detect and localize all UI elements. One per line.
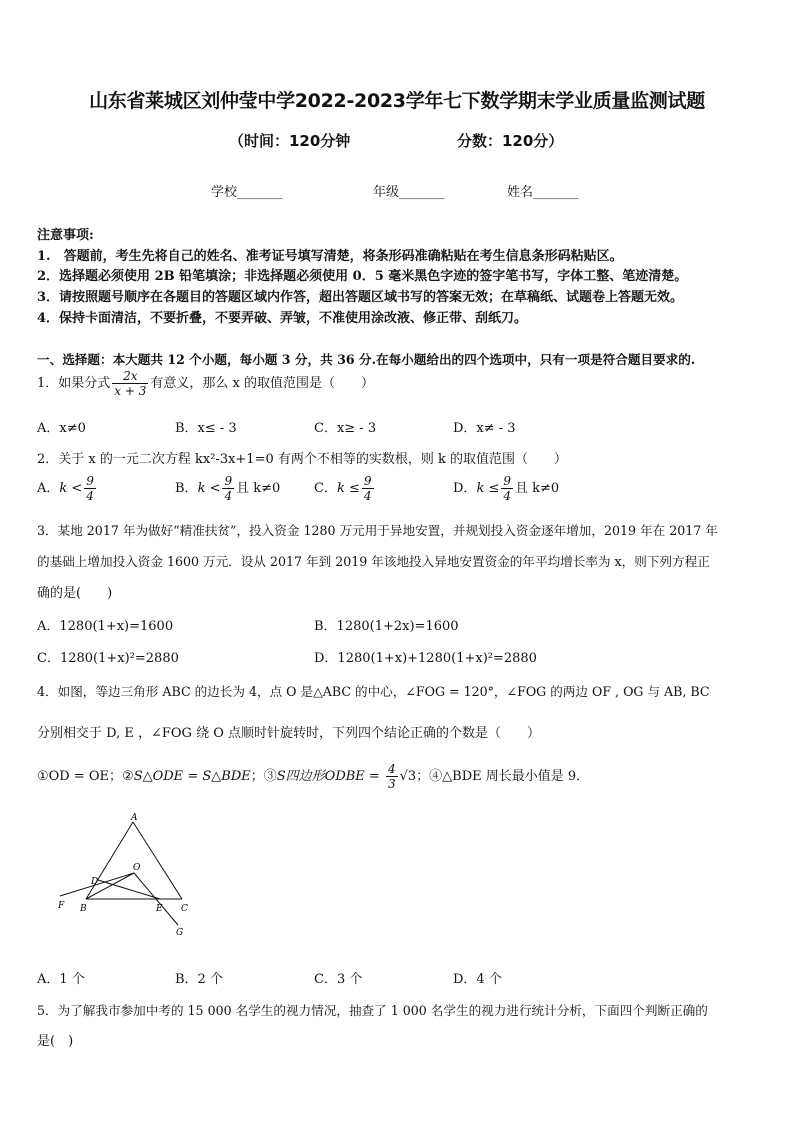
label-o: O (133, 863, 141, 873)
option-c: C．1280(1+x)²=2880 (37, 651, 179, 666)
question-5-line1: 5．为了解我市参加中考的 15 000 名学生的视力情况，抽查了 1 000 名学生的视力进行统计分析，下面四个判断正确的 (37, 1003, 708, 1018)
notice-item: 2．选择题必须使用 2B 铅笔填涂；非选择题必须使用 0．5 毫米黑色字迹的签字笔书写，字体工整、笔迹清楚。 (37, 269, 688, 284)
page-title: 山东省莱城区刘仲莹中学2022-2023学年七下数学期末学业质量监测试题 (89, 90, 705, 112)
label-f: F (58, 901, 65, 911)
question-4-line2: 分别相交于 D, E ，∠FOG 绕 O 点顺时针旋转时，下列四个结论正确的个数是（ ） (37, 726, 540, 741)
notice-item: 1. 答题前，考生先将自己的姓名、准考证号填写清楚，将条形码准确粘贴在考生信息条形码粘贴区。 (37, 249, 623, 264)
side-ac (133, 822, 182, 899)
segment-de (98, 880, 160, 899)
notice-item: 4．保持卡面清洁，不要折叠，不要弄破、弄皱，不准使用涂改液、修正带、刮纸刀。 (37, 311, 528, 326)
side-ab (86, 822, 133, 899)
fraction: $\frac{9}{4}$ (363, 474, 372, 503)
label-b: B (80, 904, 87, 914)
notice-item: 3．请按照题号顺序在各题目的答题区域内作答，超出答题区域书写的答案无效；在草稿纸、试题卷上答题无效。 (37, 290, 684, 305)
option-b: B．k < $\frac{9}{4}$ 且 k≠0 (175, 474, 281, 503)
label-c: C (181, 904, 188, 914)
question-3-line3: 确的是( ) (37, 586, 113, 601)
fraction: $\frac{4}{3}$ (387, 762, 396, 791)
notice-heading: 注意事项: (37, 228, 94, 243)
option-a: A．x≠0 (37, 421, 86, 436)
option-a: A．1 个 (37, 972, 85, 987)
question-4-conclusions: ①OD = OE；②S△ODE = S△BDE；③S四边形ODBE = $\frac{4}{3}$ √3；④△BDE 周长最小值是 9． (37, 762, 590, 791)
label-e: E (156, 904, 163, 914)
option-a: A．1280(1+x)=1600 (37, 619, 174, 634)
option-d: D．x≠ - 3 (453, 421, 516, 436)
option-a: A．k < $\frac{9}{4}$ (37, 474, 94, 503)
option-b: B．1280(1+2x)=1600 (314, 619, 459, 634)
grade-field: 年级_______ (373, 185, 445, 200)
question-3-line2: 的基础上增加投入资金 1600 万元．设从 2017 年到 2019 年该地投入异地安置资金的年平均增长率为 x，则下列方程正 (37, 554, 710, 569)
fraction: $\frac{2x}{x + 3}$ (114, 369, 147, 398)
fraction: $\frac{9}{4}$ (86, 474, 94, 503)
label-d: D (91, 877, 99, 887)
option-b: B．2 个 (175, 972, 223, 987)
option-d: D．1280(1+x)+1280(1+x)²=2880 (314, 651, 537, 666)
triangle-figure (50, 810, 200, 940)
fraction: $\frac{9}{4}$ (224, 474, 233, 503)
question-2: 2．关于 x 的一元二次方程 kx²-3x+1=0 有两个不相等的实数根，则 k 的取值范围（ ） (37, 452, 568, 467)
question-1: 1．如果分式 $\frac{2x}{x + 3}$ 有意义，那么 x 的取值范围是（ ） (37, 369, 374, 398)
section-heading: 一、选择题：本大题共 12 个小题，每小题 3 分，共 36 分.在每小题给出的四个选项中，只有一项是符合题目要求的. (37, 352, 696, 367)
school-field: 学校_______ (211, 185, 283, 200)
option-c: C．k ≤ $\frac{9}{4}$ (314, 474, 372, 503)
exam-time: （时间：120分钟 (229, 132, 351, 150)
question-5-line2: 是( ) (37, 1034, 74, 1049)
option-d: D．4 个 (453, 972, 502, 987)
exam-score: 分数：120分） (457, 132, 564, 150)
fraction: $\frac{9}{4}$ (503, 474, 511, 503)
option-d: D．k ≤ $\frac{9}{4}$ 且 k≠0 (453, 474, 560, 503)
label-g: G (176, 928, 184, 938)
question-4-line1: 4．如图，等边三角形 ABC 的边长为 4，点 O 是△ABC 的中心，∠FOG = 120°，∠FOG 的两边 OF , OG 与 AB, BC (37, 684, 710, 699)
option-b: B．x≤ - 3 (175, 421, 237, 436)
question-3-line1: 3．某地 2017 年为做好“精准扶贫”，投入资金 1280 万元用于异地安置，并规划投入资金逐年增加，2019 年在 2017 年 (37, 523, 718, 538)
option-c: C．3 个 (314, 972, 363, 987)
option-c: C．x≥ - 3 (314, 421, 377, 436)
name-field: 姓名_______ (507, 185, 579, 200)
label-a: A (131, 813, 138, 823)
